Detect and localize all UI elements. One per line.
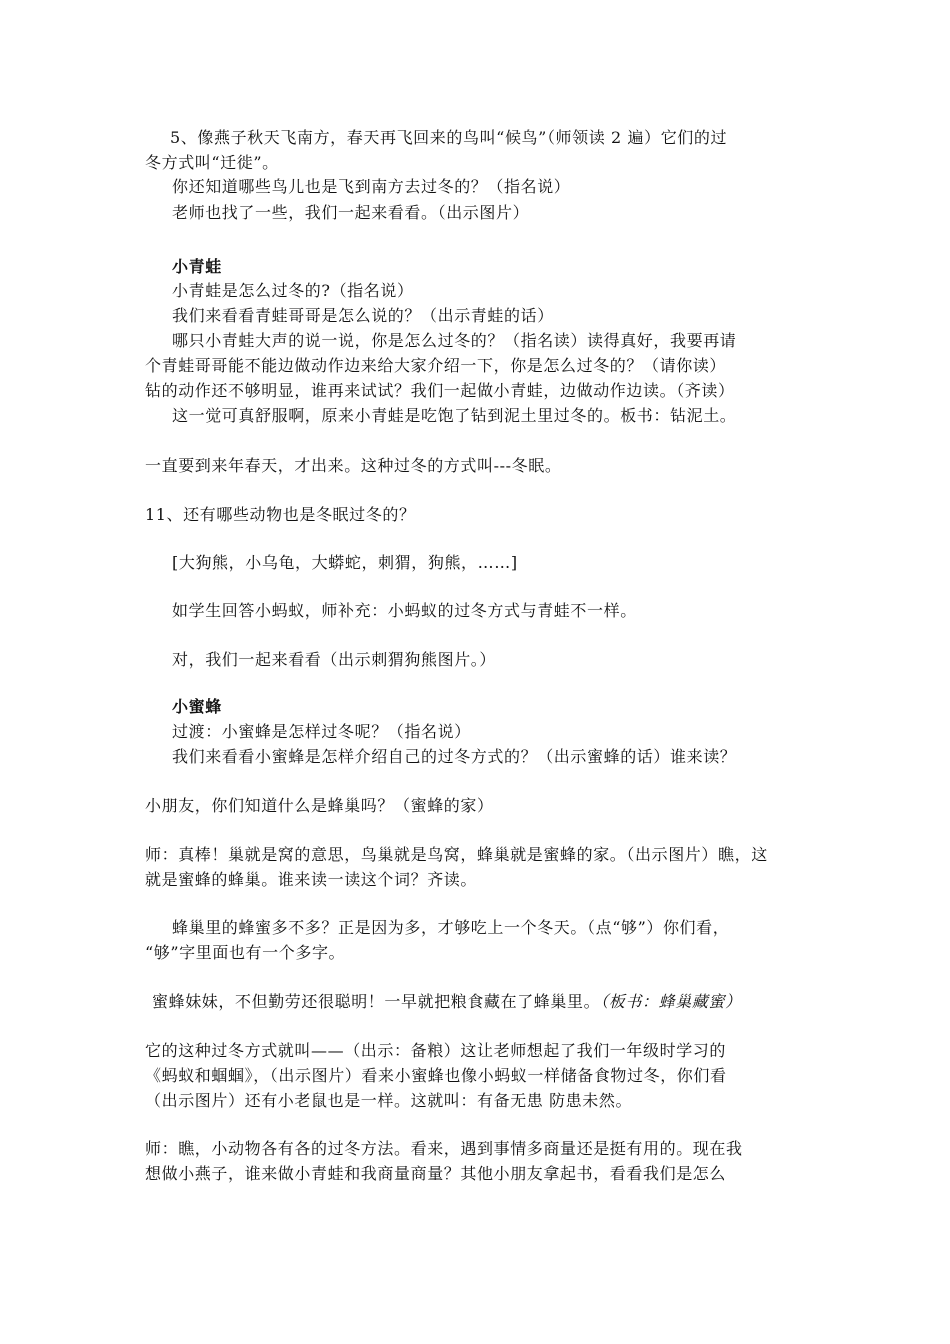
paragraph-line: 一直要到来年春天，才出来。这种过冬的方式叫---冬眠。 <box>145 456 562 475</box>
paragraph-line: 就是蜜蜂的蜂巢。谁来读一读这个词？齐读。 <box>145 870 478 889</box>
section-heading-bee: 小蜜蜂 <box>172 697 222 716</box>
paragraph-line: 5、像燕子秋天飞南方，春天再飞回来的鸟叫“候鸟”（师领读 2 遍）它们的过 <box>170 128 728 147</box>
paragraph-line: （出示图片）还有小老鼠也是一样。这就叫：有备无患 防患未然。 <box>145 1091 633 1110</box>
paragraph-line: 我们来看看小蜜蜂是怎样介绍自己的过冬方式的？（出示蜜蜂的话）谁来读？ <box>172 747 737 766</box>
paragraph-line: 个青蛙哥哥能不能边做动作边来给大家介绍一下，你是怎么过冬的？（请你读） <box>145 356 727 375</box>
paragraph-line: 我们来看看青蛙哥哥是怎么说的？（出示青蛙的话） <box>172 306 554 325</box>
paragraph-line: 如学生回答小蚂蚁，师补充：小蚂蚁的过冬方式与青蛙不一样。 <box>172 601 637 620</box>
paragraph-line: 过渡：小蜜蜂是怎样过冬呢？（指名说） <box>172 722 471 741</box>
paragraph-line: 它的这种过冬方式就叫——（出示：备粮）这让老师想起了我们一年级时学习的 <box>145 1041 727 1060</box>
paragraph-line: 钻的动作还不够明显，谁再来试试？我们一起做小青蛙，边做动作边读。（齐读） <box>145 381 735 400</box>
paragraph-line: 对，我们一起来看看（出示刺猬狗熊图片。） <box>172 650 497 669</box>
paragraph-line: 冬方式叫“迁徙”。 <box>145 153 279 172</box>
paragraph-line: 小朋友，你们知道什么是蜂巢吗？（蜜蜂的家） <box>145 796 494 815</box>
blackboard-note: （板书：蜂巢藏蜜） <box>600 992 742 1011</box>
paragraph-line: 小青蛙是怎么过冬的?（指名说） <box>172 281 414 300</box>
paragraph-line: 哪只小青蛙大声的说一说，你是怎么过冬的？（指名读）读得真好，我要再请 <box>172 331 737 350</box>
paragraph-line: “够”字里面也有一个多字。 <box>145 943 346 962</box>
paragraph-line: 蜂巢里的蜂蜜多不多？正是因为多，才够吃上一个冬天。（点“够”）你们看， <box>172 918 730 937</box>
paragraph-line: 老师也找了一些，我们一起来看看。（出示图片） <box>172 203 530 222</box>
paragraph-line: 你还知道哪些鸟儿也是飞到南方去过冬的？（指名说） <box>172 177 571 196</box>
animal-list: [大狗熊，小乌龟，大蟒蛇，刺猬，狗熊，……] <box>172 553 518 572</box>
question-heading: 11、还有哪些动物也是冬眠过冬的？ <box>145 505 416 524</box>
paragraph-line <box>152 991 742 1013</box>
paragraph-line: 师：瞧，小动物各有各的过冬方法。看来，遇到事情多商量还是挺有用的。现在我 <box>145 1139 743 1158</box>
paragraph-line: 想做小燕子，谁来做小青蛙和我商量商量？其他小朋友拿起书，看看我们是怎么 <box>145 1164 727 1183</box>
paragraph-line: 《蚂蚁和蝈蝈》，（出示图片）看来小蜜蜂也像小蚂蚁一样储备食物过冬，你们看 <box>145 1066 727 1085</box>
paragraph-text: 蜜蜂妹妹，不但勤劳还很聪明！一早就把粮食藏在了蜂巢里。 <box>152 992 601 1011</box>
section-heading-frog: 小青蛙 <box>172 257 222 276</box>
paragraph-line: 这一觉可真舒服啊，原来小青蛙是吃饱了钻到泥土里过冬的。板书：钻泥土。 <box>172 406 737 425</box>
paragraph-line: 师：真棒！巢就是窝的意思，鸟巢就是鸟窝，蜂巢就是蜜蜂的家。（出示图片）瞧，这 <box>145 845 768 864</box>
